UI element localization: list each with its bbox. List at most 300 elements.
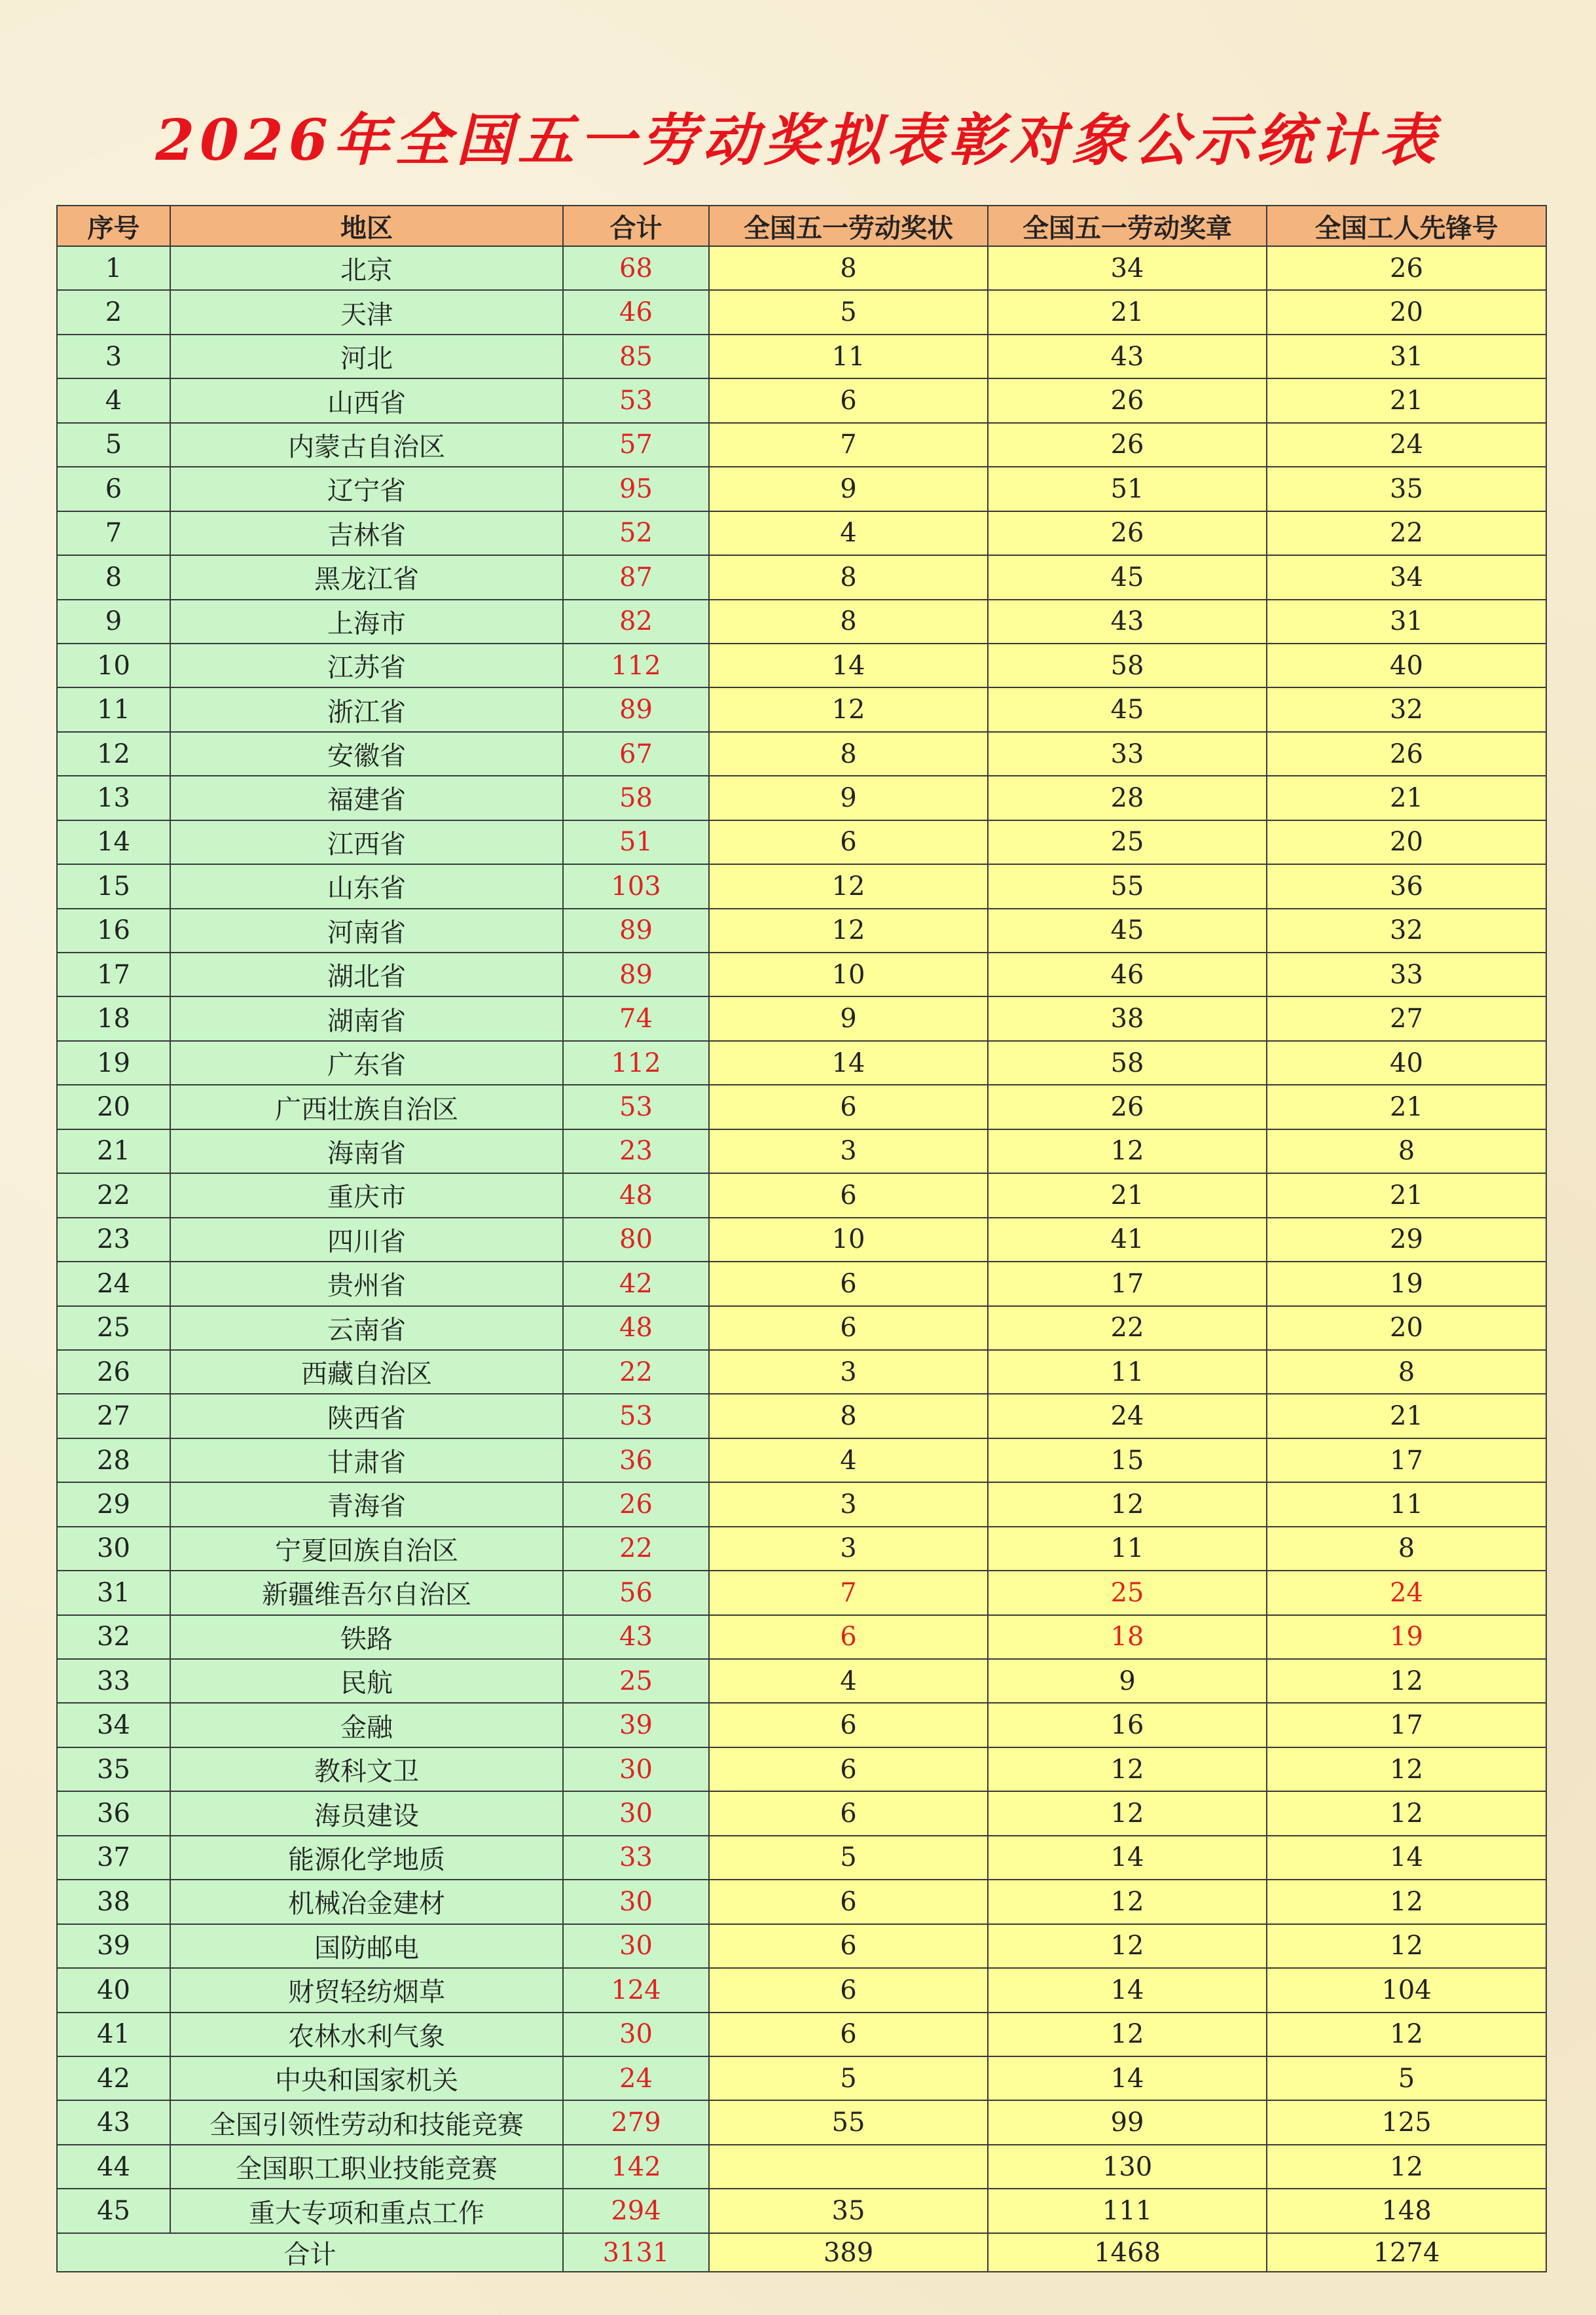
row-pioneer: 20 — [1267, 820, 1546, 864]
row-total: 25 — [563, 1659, 709, 1703]
row-pioneer: 19 — [1267, 1262, 1546, 1305]
row-medal: 12 — [988, 1880, 1267, 1923]
row-certificate: 9 — [709, 776, 988, 820]
row-pioneer: 21 — [1267, 776, 1546, 820]
row-region: 农林水利气象 — [170, 2013, 563, 2056]
total-row — [57, 2233, 1546, 2272]
row-index: 13 — [57, 776, 170, 820]
header-row — [57, 206, 1546, 246]
row-certificate: 5 — [709, 2056, 988, 2100]
row-pioneer: 12 — [1267, 1924, 1546, 1968]
row-pioneer: 33 — [1267, 953, 1546, 996]
table-body — [57, 246, 1546, 2233]
row-certificate: 6 — [709, 1306, 988, 1350]
row-total: 42 — [563, 1262, 709, 1305]
row-pioneer: 32 — [1267, 687, 1546, 731]
row-total: 89 — [563, 909, 709, 953]
row-certificate: 7 — [709, 423, 988, 467]
row-total: 67 — [563, 732, 709, 776]
row-region: 青海省 — [170, 1482, 563, 1526]
row-certificate — [709, 2145, 988, 2189]
row-medal: 12 — [988, 1791, 1267, 1835]
row-index: 35 — [57, 1747, 170, 1791]
row-pioneer: 17 — [1267, 1438, 1546, 1482]
table-row — [57, 732, 1546, 776]
row-total: 142 — [563, 2145, 709, 2189]
table-row — [57, 1880, 1546, 1923]
row-pioneer: 24 — [1267, 1571, 1546, 1614]
row-index: 39 — [57, 1924, 170, 1968]
row-region: 江西省 — [170, 820, 563, 864]
row-region: 广西壮族自治区 — [170, 1085, 563, 1129]
row-medal: 12 — [988, 2013, 1267, 2056]
table-row — [57, 2100, 1546, 2144]
row-certificate: 7 — [709, 1571, 988, 1614]
row-total: 112 — [563, 1041, 709, 1085]
row-region: 山东省 — [170, 864, 563, 908]
row-region: 广东省 — [170, 1041, 563, 1085]
row-pioneer: 27 — [1267, 996, 1546, 1040]
row-total: 294 — [563, 2189, 709, 2233]
row-region: 吉林省 — [170, 511, 563, 555]
table-row — [57, 290, 1546, 334]
table-row — [57, 864, 1546, 908]
row-index: 34 — [57, 1703, 170, 1747]
table-row — [57, 953, 1546, 996]
row-region: 民航 — [170, 1659, 563, 1703]
row-certificate: 6 — [709, 1173, 988, 1217]
row-medal: 24 — [988, 1394, 1267, 1438]
row-region: 上海市 — [170, 600, 563, 644]
table-row — [57, 600, 1546, 644]
row-medal: 26 — [988, 378, 1267, 422]
row-total: 103 — [563, 864, 709, 908]
row-region: 金融 — [170, 1703, 563, 1747]
row-pioneer: 40 — [1267, 644, 1546, 687]
table-row — [57, 1438, 1546, 1482]
row-index: 16 — [57, 909, 170, 953]
table-row — [57, 1482, 1546, 1526]
row-total: 53 — [563, 1394, 709, 1438]
row-certificate: 6 — [709, 820, 988, 864]
row-certificate: 3 — [709, 1482, 988, 1526]
row-region: 天津 — [170, 290, 563, 334]
row-region: 教科文卫 — [170, 1747, 563, 1791]
row-medal: 26 — [988, 423, 1267, 467]
row-medal: 38 — [988, 996, 1267, 1040]
row-certificate: 6 — [709, 1085, 988, 1129]
row-index: 43 — [57, 2100, 170, 2144]
header-region: 地区 — [170, 206, 563, 246]
table-row — [57, 423, 1546, 467]
row-pioneer: 19 — [1267, 1615, 1546, 1659]
row-index: 9 — [57, 600, 170, 644]
row-index: 7 — [57, 511, 170, 555]
row-pioneer: 40 — [1267, 1041, 1546, 1085]
row-pioneer: 5 — [1267, 2056, 1546, 2100]
row-total: 22 — [563, 1350, 709, 1394]
row-pioneer: 104 — [1267, 1968, 1546, 2012]
row-medal: 14 — [988, 2056, 1267, 2100]
row-medal: 43 — [988, 335, 1267, 378]
row-pioneer: 8 — [1267, 1350, 1546, 1394]
row-index: 19 — [57, 1041, 170, 1085]
row-medal: 18 — [988, 1615, 1267, 1659]
row-total: 51 — [563, 820, 709, 864]
row-pioneer: 21 — [1267, 1173, 1546, 1217]
row-certificate: 6 — [709, 1791, 988, 1835]
row-certificate: 3 — [709, 1129, 988, 1173]
row-region: 山西省 — [170, 378, 563, 422]
row-pioneer: 34 — [1267, 555, 1546, 599]
row-index: 22 — [57, 1173, 170, 1217]
row-region: 四川省 — [170, 1218, 563, 1262]
row-region: 中央和国家机关 — [170, 2056, 563, 2100]
row-pioneer: 26 — [1267, 732, 1546, 776]
row-total: 46 — [563, 290, 709, 334]
page-title: 2026年全国五一劳动奖拟表彰对象公示统计表 — [155, 107, 1441, 173]
row-region: 宁夏回族自治区 — [170, 1527, 563, 1571]
row-index: 5 — [57, 423, 170, 467]
row-certificate: 4 — [709, 1438, 988, 1482]
row-medal: 46 — [988, 953, 1267, 996]
row-region: 贵州省 — [170, 1262, 563, 1305]
row-certificate: 3 — [709, 1350, 988, 1394]
row-total: 30 — [563, 1880, 709, 1923]
row-region: 云南省 — [170, 1306, 563, 1350]
row-index: 36 — [57, 1791, 170, 1835]
row-pioneer: 12 — [1267, 2013, 1546, 2056]
row-certificate: 8 — [709, 1394, 988, 1438]
row-index: 12 — [57, 732, 170, 776]
row-index: 31 — [57, 1571, 170, 1614]
row-total: 68 — [563, 246, 709, 290]
row-medal: 58 — [988, 1041, 1267, 1085]
row-region: 海南省 — [170, 1129, 563, 1173]
row-index: 37 — [57, 1836, 170, 1880]
row-total: 39 — [563, 1703, 709, 1747]
row-index: 4 — [57, 378, 170, 422]
row-index: 10 — [57, 644, 170, 687]
row-total: 82 — [563, 600, 709, 644]
row-index: 18 — [57, 996, 170, 1040]
row-index: 33 — [57, 1659, 170, 1703]
row-certificate: 6 — [709, 1880, 988, 1923]
row-medal: 12 — [988, 1747, 1267, 1791]
row-index: 27 — [57, 1394, 170, 1438]
table-row — [57, 335, 1546, 378]
table-row — [57, 1173, 1546, 1217]
row-certificate: 5 — [709, 1836, 988, 1880]
row-region: 内蒙古自治区 — [170, 423, 563, 467]
row-pioneer: 26 — [1267, 246, 1546, 290]
row-index: 24 — [57, 1262, 170, 1305]
total-medal: 1468 — [988, 2233, 1267, 2272]
total-label: 合计 — [57, 2233, 563, 2272]
row-total: 80 — [563, 1218, 709, 1262]
row-certificate: 14 — [709, 1041, 988, 1085]
row-index: 2 — [57, 290, 170, 334]
row-region: 黑龙江省 — [170, 555, 563, 599]
row-index: 8 — [57, 555, 170, 599]
table-row — [57, 909, 1546, 953]
row-region: 陕西省 — [170, 1394, 563, 1438]
row-certificate: 55 — [709, 2100, 988, 2144]
table-row — [57, 1836, 1546, 1880]
row-total: 95 — [563, 467, 709, 511]
row-index: 20 — [57, 1085, 170, 1129]
row-region: 江苏省 — [170, 644, 563, 687]
row-region: 安徽省 — [170, 732, 563, 776]
row-certificate: 8 — [709, 600, 988, 644]
row-index: 40 — [57, 1968, 170, 2012]
row-medal: 25 — [988, 820, 1267, 864]
row-medal: 33 — [988, 732, 1267, 776]
row-certificate: 5 — [709, 290, 988, 334]
row-pioneer: 125 — [1267, 2100, 1546, 2144]
row-pioneer: 12 — [1267, 1880, 1546, 1923]
row-medal: 55 — [988, 864, 1267, 908]
row-region: 湖南省 — [170, 996, 563, 1040]
table-row — [57, 1703, 1546, 1747]
table-row — [57, 1085, 1546, 1129]
row-region: 铁路 — [170, 1615, 563, 1659]
row-certificate: 10 — [709, 953, 988, 996]
row-index: 28 — [57, 1438, 170, 1482]
table-row — [57, 467, 1546, 511]
row-total: 279 — [563, 2100, 709, 2144]
row-certificate: 6 — [709, 1262, 988, 1305]
row-total: 85 — [563, 335, 709, 378]
row-medal: 11 — [988, 1527, 1267, 1571]
row-region: 全国引领性劳动和技能竞赛 — [170, 2100, 563, 2144]
table-row — [57, 2189, 1546, 2233]
row-medal: 26 — [988, 1085, 1267, 1129]
row-total: 30 — [563, 2013, 709, 2056]
row-index: 29 — [57, 1482, 170, 1526]
row-index: 38 — [57, 1880, 170, 1923]
row-total: 53 — [563, 378, 709, 422]
table-row — [57, 555, 1546, 599]
row-medal: 12 — [988, 1482, 1267, 1526]
row-index: 25 — [57, 1306, 170, 1350]
row-region: 河北 — [170, 335, 563, 378]
row-medal: 28 — [988, 776, 1267, 820]
row-certificate: 6 — [709, 1747, 988, 1791]
row-certificate: 9 — [709, 467, 988, 511]
total-sum: 3131 — [563, 2233, 709, 2272]
row-medal: 58 — [988, 644, 1267, 687]
table-row — [57, 1527, 1546, 1571]
row-total: 74 — [563, 996, 709, 1040]
header-pioneer: 全国工人先锋号 — [1267, 206, 1546, 246]
row-index: 32 — [57, 1615, 170, 1659]
row-certificate: 9 — [709, 996, 988, 1040]
row-region: 重大专项和重点工作 — [170, 2189, 563, 2233]
table-row — [57, 820, 1546, 864]
header-total: 合计 — [563, 206, 709, 246]
row-total: 56 — [563, 1571, 709, 1614]
row-total: 89 — [563, 687, 709, 731]
row-total: 23 — [563, 1129, 709, 1173]
row-pioneer: 21 — [1267, 1085, 1546, 1129]
row-medal: 15 — [988, 1438, 1267, 1482]
row-region: 湖北省 — [170, 953, 563, 996]
statistics-table — [56, 205, 1547, 2272]
table-row — [57, 378, 1546, 422]
row-pioneer: 21 — [1267, 378, 1546, 422]
row-medal: 51 — [988, 467, 1267, 511]
row-total: 48 — [563, 1306, 709, 1350]
row-total: 89 — [563, 953, 709, 996]
row-pioneer: 12 — [1267, 1659, 1546, 1703]
row-certificate: 4 — [709, 1659, 988, 1703]
row-pioneer: 12 — [1267, 1791, 1546, 1835]
row-certificate: 6 — [709, 1968, 988, 2012]
row-certificate: 35 — [709, 2189, 988, 2233]
row-pioneer: 32 — [1267, 909, 1546, 953]
row-pioneer: 35 — [1267, 467, 1546, 511]
row-pioneer: 36 — [1267, 864, 1546, 908]
row-certificate: 8 — [709, 732, 988, 776]
row-pioneer: 148 — [1267, 2189, 1546, 2233]
row-pioneer: 31 — [1267, 335, 1546, 378]
row-medal: 45 — [988, 555, 1267, 599]
row-pioneer: 24 — [1267, 423, 1546, 467]
table-row — [57, 2145, 1546, 2189]
row-medal: 45 — [988, 687, 1267, 731]
row-total: 57 — [563, 423, 709, 467]
row-region: 河南省 — [170, 909, 563, 953]
table-row — [57, 2056, 1546, 2100]
row-total: 43 — [563, 1615, 709, 1659]
row-certificate: 6 — [709, 378, 988, 422]
table-row — [57, 996, 1546, 1040]
row-certificate: 10 — [709, 1218, 988, 1262]
row-index: 26 — [57, 1350, 170, 1394]
row-medal: 99 — [988, 2100, 1267, 2144]
row-pioneer: 12 — [1267, 2145, 1546, 2189]
row-total: 30 — [563, 1924, 709, 1968]
row-total: 22 — [563, 1527, 709, 1571]
row-index: 14 — [57, 820, 170, 864]
table-row — [57, 1218, 1546, 1262]
row-region: 西藏自治区 — [170, 1350, 563, 1394]
row-certificate: 6 — [709, 1703, 988, 1747]
row-region: 国防邮电 — [170, 1924, 563, 1968]
row-medal: 130 — [988, 2145, 1267, 2189]
row-medal: 22 — [988, 1306, 1267, 1350]
row-medal: 14 — [988, 1968, 1267, 2012]
table-row — [57, 776, 1546, 820]
row-region: 重庆市 — [170, 1173, 563, 1217]
table-row — [57, 687, 1546, 731]
row-pioneer: 22 — [1267, 511, 1546, 555]
row-total: 124 — [563, 1968, 709, 2012]
total-certificate: 389 — [709, 2233, 988, 2272]
row-medal: 34 — [988, 246, 1267, 290]
row-total: 48 — [563, 1173, 709, 1217]
row-medal: 21 — [988, 1173, 1267, 1217]
row-medal: 41 — [988, 1218, 1267, 1262]
table-row — [57, 1129, 1546, 1173]
row-region: 浙江省 — [170, 687, 563, 731]
table-row — [57, 1968, 1546, 2012]
row-certificate: 3 — [709, 1527, 988, 1571]
row-pioneer: 20 — [1267, 1306, 1546, 1350]
row-medal: 45 — [988, 909, 1267, 953]
row-total: 33 — [563, 1836, 709, 1880]
row-certificate: 4 — [709, 511, 988, 555]
row-total: 24 — [563, 2056, 709, 2100]
row-index: 23 — [57, 1218, 170, 1262]
row-pioneer: 29 — [1267, 1218, 1546, 1262]
row-medal: 16 — [988, 1703, 1267, 1747]
row-index: 30 — [57, 1527, 170, 1571]
row-index: 1 — [57, 246, 170, 290]
row-total: 53 — [563, 1085, 709, 1129]
row-total: 30 — [563, 1791, 709, 1835]
row-pioneer: 17 — [1267, 1703, 1546, 1747]
row-medal: 9 — [988, 1659, 1267, 1703]
row-medal: 43 — [988, 600, 1267, 644]
header-index: 序号 — [57, 206, 170, 246]
table-row — [57, 246, 1546, 290]
row-index: 6 — [57, 467, 170, 511]
row-region: 机械冶金建材 — [170, 1880, 563, 1923]
table-row — [57, 1924, 1546, 1968]
row-region: 辽宁省 — [170, 467, 563, 511]
table-row — [57, 1659, 1546, 1703]
row-index: 45 — [57, 2189, 170, 2233]
total-pioneer: 1274 — [1267, 2233, 1546, 2272]
row-pioneer: 11 — [1267, 1482, 1546, 1526]
row-region: 全国职工职业技能竞赛 — [170, 2145, 563, 2189]
row-total: 30 — [563, 1747, 709, 1791]
row-certificate: 12 — [709, 687, 988, 731]
row-pioneer: 12 — [1267, 1747, 1546, 1791]
row-region: 海员建设 — [170, 1791, 563, 1835]
table-row — [57, 511, 1546, 555]
table-row — [57, 1571, 1546, 1614]
row-medal: 12 — [988, 1924, 1267, 1968]
header-certificate: 全国五一劳动奖状 — [709, 206, 988, 246]
row-medal: 26 — [988, 511, 1267, 555]
row-certificate: 6 — [709, 1615, 988, 1659]
row-total: 26 — [563, 1482, 709, 1526]
row-certificate: 6 — [709, 1924, 988, 1968]
row-total: 112 — [563, 644, 709, 687]
table-row — [57, 1041, 1546, 1085]
table-row — [57, 1394, 1546, 1438]
row-region: 财贸轻纺烟草 — [170, 1968, 563, 2012]
row-certificate: 8 — [709, 246, 988, 290]
row-pioneer: 20 — [1267, 290, 1546, 334]
row-pioneer: 14 — [1267, 1836, 1546, 1880]
row-pioneer: 8 — [1267, 1527, 1546, 1571]
row-total: 58 — [563, 776, 709, 820]
table-row — [57, 644, 1546, 687]
row-medal: 111 — [988, 2189, 1267, 2233]
row-index: 44 — [57, 2145, 170, 2189]
row-certificate: 12 — [709, 909, 988, 953]
row-certificate: 8 — [709, 555, 988, 599]
table-row — [57, 1747, 1546, 1791]
row-region: 能源化学地质 — [170, 1836, 563, 1880]
row-certificate: 12 — [709, 864, 988, 908]
row-region: 新疆维吾尔自治区 — [170, 1571, 563, 1614]
row-index: 3 — [57, 335, 170, 378]
